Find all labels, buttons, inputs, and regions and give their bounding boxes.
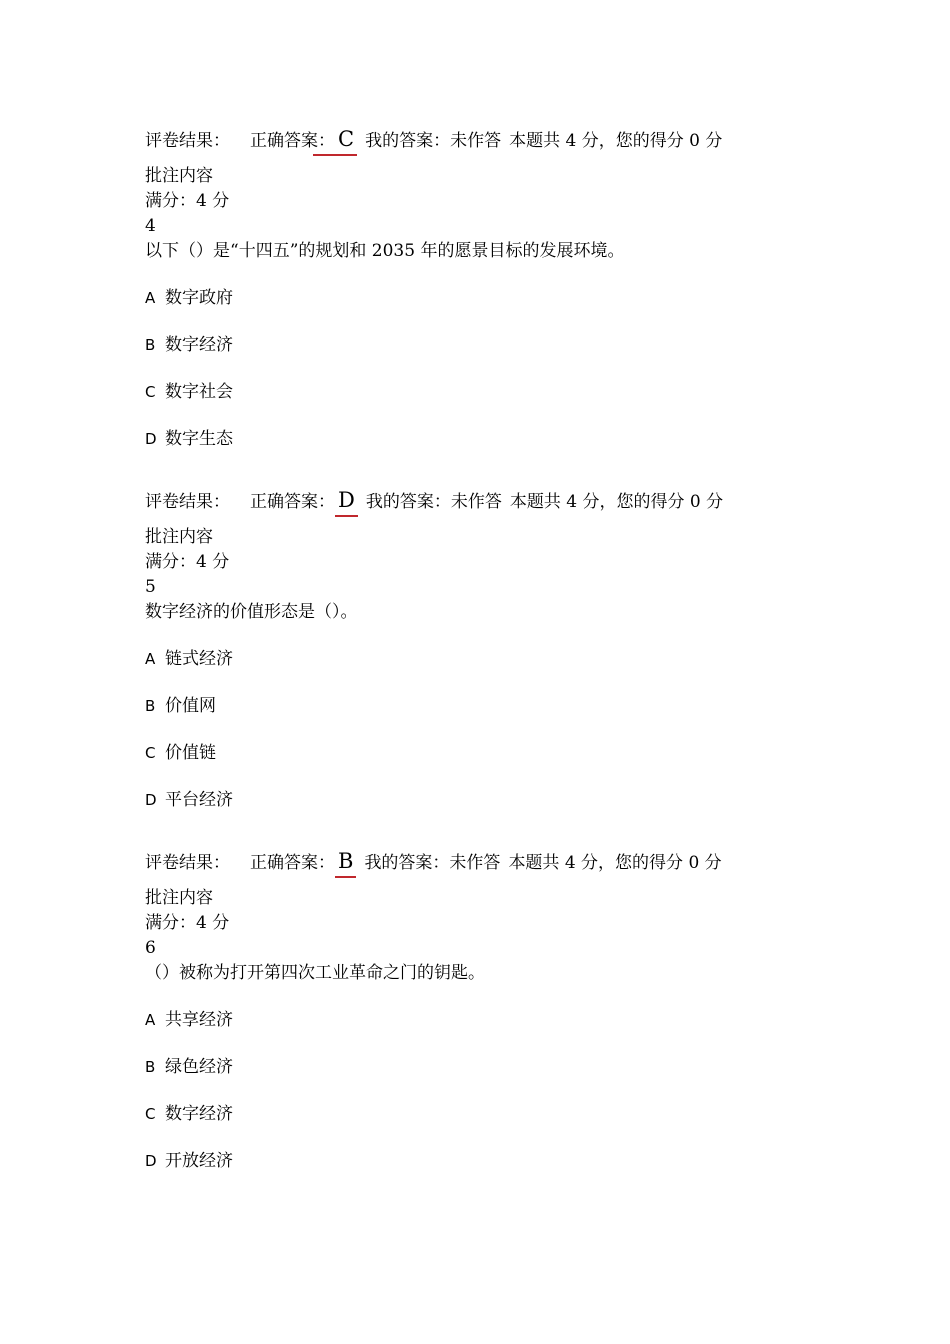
my-answer: 我的答案：未作答 <box>365 492 502 512</box>
option-c: C 数字经济 <box>145 1104 233 1124</box>
result-label: 评卷结果： <box>145 853 230 873</box>
full-score: 满分：4 分 <box>145 913 230 933</box>
option-b: B 价值网 <box>145 696 216 716</box>
question-number: 4 <box>145 216 156 236</box>
question-text: （）被称为打开第四次工业革命之门的钥匙。 <box>145 963 485 983</box>
option-c: C 数字社会 <box>145 382 233 402</box>
option-a: A 数字政府 <box>145 288 233 308</box>
score-text: 本题共 4 分，您的得分 0 分 <box>509 492 724 512</box>
full-score: 满分：4 分 <box>145 552 230 572</box>
question-number: 5 <box>145 577 156 597</box>
option-b: B 数字经济 <box>145 335 233 355</box>
score-text: 本题共 4 分，您的得分 0 分 <box>509 131 723 151</box>
score-text: 本题共 4 分，您的得分 0 分 <box>508 853 722 873</box>
option-d: D 数字生态 <box>145 429 233 449</box>
option-a: A 链式经济 <box>145 649 233 669</box>
comment-label: 批注内容 <box>145 527 213 547</box>
full-score: 满分：4 分 <box>145 191 230 211</box>
correct-answer-label: 正确答案： <box>250 131 335 151</box>
question-text: 数字经济的价值形态是（）。 <box>145 602 358 622</box>
result-line <box>145 128 722 152</box>
result-label: 评卷结果： <box>145 131 230 151</box>
comment-label: 批注内容 <box>145 888 213 908</box>
option-b: B 绿色经济 <box>145 1057 233 1077</box>
option-c: C 价值链 <box>145 743 216 763</box>
correct-answer-value: B <box>335 850 356 872</box>
my-answer: 我的答案：未作答 <box>364 853 501 873</box>
correct-answer-label: 正确答案： <box>250 853 335 873</box>
correct-answer-label: 正确答案： <box>250 492 335 512</box>
option-a: A 共享经济 <box>145 1010 233 1030</box>
option-d: D 平台经济 <box>145 790 233 810</box>
question-text: 以下（）是“十四五”的规划和 2035 年的愿景目标的发展环境。 <box>145 241 625 261</box>
correct-answer-value: D <box>335 489 358 511</box>
question-number: 6 <box>145 938 156 958</box>
comment-label: 批注内容 <box>145 166 213 186</box>
result-label: 评卷结果： <box>145 492 230 512</box>
result-line <box>145 850 722 874</box>
my-answer: 我的答案：未作答 <box>365 131 502 151</box>
option-d: D 开放经济 <box>145 1151 233 1171</box>
correct-answer-value: C <box>335 128 357 150</box>
result-line <box>145 489 723 513</box>
